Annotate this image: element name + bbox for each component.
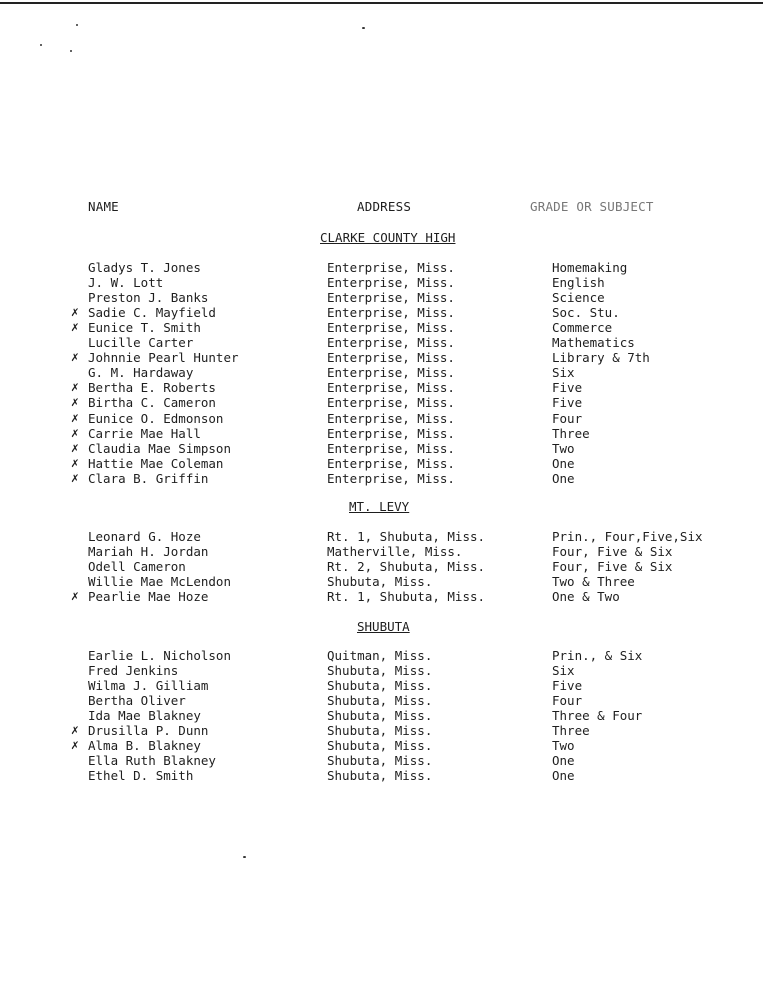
staff-address: Matherville, Miss. — [327, 544, 463, 560]
staff-grade-or-subject: Three — [552, 425, 590, 441]
staff-row — [0, 529, 763, 544]
staff-name: Hattie Mae Coleman — [88, 455, 224, 471]
staff-name: Mariah H. Jordan — [88, 544, 209, 560]
staff-grade-or-subject: Five — [552, 395, 583, 411]
scan-speck — [76, 24, 78, 26]
staff-name: Sadie C. Mayfield — [88, 305, 216, 321]
staff-row — [0, 753, 763, 768]
column-header-name: NAME — [88, 199, 119, 214]
staff-name: Fred Jenkins — [88, 663, 179, 679]
staff-address: Shubuta, Miss. — [327, 574, 433, 590]
staff-row — [0, 663, 763, 678]
check-mark: ✗ — [71, 440, 79, 456]
staff-name: G. M. Hardaway — [88, 365, 194, 381]
check-mark: ✗ — [71, 589, 79, 605]
check-mark: ✗ — [71, 410, 79, 426]
check-mark: ✗ — [71, 320, 79, 336]
staff-name: Eunice O. Edmonson — [88, 410, 224, 426]
staff-name: Ida Mae Blakney — [88, 708, 201, 724]
check-mark: ✗ — [71, 455, 79, 471]
staff-row — [0, 574, 763, 589]
staff-address: Shubuta, Miss. — [327, 738, 433, 754]
staff-name: Preston J. Banks — [88, 290, 209, 306]
staff-grade-or-subject: Library & 7th — [552, 350, 650, 366]
staff-row — [0, 678, 763, 693]
staff-name: Johnnie Pearl Hunter — [88, 350, 239, 366]
staff-name: Willie Mae McLendon — [88, 574, 231, 590]
staff-address: Rt. 1, Shubuta, Miss. — [327, 529, 486, 544]
staff-name: J. W. Lott — [88, 275, 164, 291]
staff-grade-or-subject: Two & Three — [552, 574, 635, 590]
staff-grade-or-subject: One — [552, 455, 575, 471]
staff-row — [0, 768, 763, 783]
staff-grade-or-subject: Two — [552, 738, 575, 754]
staff-name: Lucille Carter — [88, 335, 194, 351]
staff-address: Enterprise, Miss. — [327, 305, 455, 321]
check-mark: ✗ — [71, 350, 79, 366]
staff-row — [0, 693, 763, 708]
check-mark: ✗ — [71, 425, 79, 441]
staff-grade-or-subject: Four — [552, 693, 583, 709]
section-title: SHUBUTA — [357, 619, 410, 634]
scan-speck — [70, 50, 72, 52]
staff-grade-or-subject: One — [552, 470, 575, 486]
staff-grade-or-subject: Six — [552, 365, 575, 381]
staff-grade-or-subject: Six — [552, 663, 575, 679]
staff-name: Wilma J. Gilliam — [88, 678, 209, 694]
staff-row — [0, 290, 763, 305]
staff-address: Enterprise, Miss. — [327, 410, 455, 426]
staff-row — [0, 395, 763, 410]
staff-name: Ethel D. Smith — [88, 768, 194, 784]
staff-grade-or-subject: Three — [552, 723, 590, 739]
staff-row — [0, 471, 763, 486]
staff-row — [0, 260, 763, 275]
staff-address: Enterprise, Miss. — [327, 395, 455, 411]
staff-grade-or-subject: One — [552, 753, 575, 769]
staff-grade-or-subject: Science — [552, 290, 605, 306]
staff-address: Enterprise, Miss. — [327, 380, 455, 396]
staff-address: Shubuta, Miss. — [327, 753, 433, 769]
staff-name: Bertha E. Roberts — [88, 380, 216, 396]
staff-grade-or-subject: Five — [552, 380, 583, 396]
staff-grade-or-subject: English — [552, 275, 605, 291]
scan-speck — [362, 27, 365, 29]
column-header-grade: GRADE OR SUBJECT — [530, 199, 654, 214]
staff-row — [0, 738, 763, 753]
staff-address: Enterprise, Miss. — [327, 470, 455, 486]
staff-name: Bertha Oliver — [88, 693, 186, 709]
staff-address: Enterprise, Miss. — [327, 290, 455, 306]
check-mark: ✗ — [71, 470, 79, 486]
staff-row — [0, 426, 763, 441]
staff-name: Carrie Mae Hall — [88, 425, 201, 441]
page-top-rule — [0, 2, 763, 4]
staff-address: Enterprise, Miss. — [327, 440, 455, 456]
staff-address: Enterprise, Miss. — [327, 335, 455, 351]
staff-row — [0, 350, 763, 365]
scan-speck — [243, 856, 246, 858]
staff-address: Shubuta, Miss. — [327, 693, 433, 709]
staff-grade-or-subject: One — [552, 768, 575, 784]
staff-row — [0, 456, 763, 471]
staff-address: Quitman, Miss. — [327, 648, 433, 663]
staff-row — [0, 441, 763, 456]
staff-row — [0, 708, 763, 723]
staff-name: Earlie L. Nicholson — [88, 648, 231, 663]
staff-row — [0, 365, 763, 380]
scan-speck — [40, 44, 42, 46]
staff-address: Enterprise, Miss. — [327, 320, 455, 336]
staff-grade-or-subject: One & Two — [552, 589, 620, 605]
staff-row — [0, 648, 763, 663]
staff-name: Alma B. Blakney — [88, 738, 201, 754]
staff-address: Shubuta, Miss. — [327, 663, 433, 679]
staff-address: Enterprise, Miss. — [327, 365, 455, 381]
staff-grade-or-subject: Prin., Four,Five,Six — [552, 529, 703, 544]
staff-row — [0, 380, 763, 395]
staff-row — [0, 411, 763, 426]
staff-address: Shubuta, Miss. — [327, 678, 433, 694]
staff-row — [0, 544, 763, 559]
staff-grade-or-subject: Five — [552, 678, 583, 694]
check-mark: ✗ — [71, 380, 79, 396]
staff-row — [0, 320, 763, 335]
staff-grade-or-subject: Soc. Stu. — [552, 305, 620, 321]
check-mark: ✗ — [71, 305, 79, 321]
staff-address: Enterprise, Miss. — [327, 350, 455, 366]
section-title: MT. LEVY — [349, 499, 410, 514]
staff-address: Enterprise, Miss. — [327, 455, 455, 471]
check-mark: ✗ — [71, 723, 79, 739]
staff-address: Enterprise, Miss. — [327, 260, 455, 275]
staff-grade-or-subject: Homemaking — [552, 260, 628, 275]
staff-name: Eunice T. Smith — [88, 320, 201, 336]
staff-name: Birtha C. Cameron — [88, 395, 216, 411]
staff-address: Enterprise, Miss. — [327, 425, 455, 441]
staff-name: Pearlie Mae Hoze — [88, 589, 209, 605]
staff-name: Gladys T. Jones — [88, 260, 201, 275]
staff-name: Claudia Mae Simpson — [88, 440, 231, 456]
staff-address: Enterprise, Miss. — [327, 275, 455, 291]
column-header-address: ADDRESS — [357, 199, 412, 214]
staff-grade-or-subject: Four — [552, 410, 583, 426]
staff-grade-or-subject: Four, Five & Six — [552, 559, 673, 575]
staff-grade-or-subject: Prin., & Six — [552, 648, 643, 663]
staff-name: Clara B. Griffin — [88, 470, 209, 486]
staff-name: Odell Cameron — [88, 559, 186, 575]
check-mark: ✗ — [71, 738, 79, 754]
staff-address: Rt. 1, Shubuta, Miss. — [327, 589, 486, 605]
staff-row — [0, 559, 763, 574]
staff-name: Leonard G. Hoze — [88, 529, 201, 544]
staff-grade-or-subject: Two — [552, 440, 575, 456]
check-mark: ✗ — [71, 395, 79, 411]
staff-address: Shubuta, Miss. — [327, 723, 433, 739]
staff-address: Shubuta, Miss. — [327, 708, 433, 724]
staff-row — [0, 589, 763, 604]
staff-grade-or-subject: Commerce — [552, 320, 613, 336]
staff-address: Rt. 2, Shubuta, Miss. — [327, 559, 486, 575]
staff-grade-or-subject: Three & Four — [552, 708, 643, 724]
staff-row — [0, 335, 763, 350]
staff-name: Ella Ruth Blakney — [88, 753, 216, 769]
staff-row — [0, 275, 763, 290]
staff-row — [0, 305, 763, 320]
staff-grade-or-subject: Mathematics — [552, 335, 635, 351]
staff-row — [0, 723, 763, 738]
staff-grade-or-subject: Four, Five & Six — [552, 544, 673, 560]
staff-address: Shubuta, Miss. — [327, 768, 433, 784]
staff-name: Drusilla P. Dunn — [88, 723, 209, 739]
section-title: CLARKE COUNTY HIGH — [320, 230, 456, 245]
